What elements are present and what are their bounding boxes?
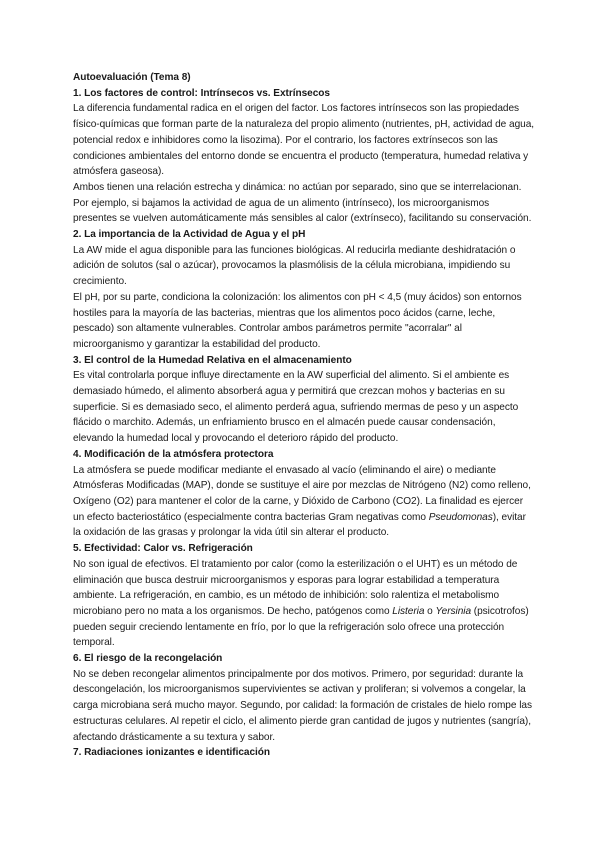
section-heading-4: 4. Modificación de la atmósfera protectora — [73, 448, 274, 460]
section-heading-1: 1. Los factores de control: Intrínsecos vs. Extrínsecos — [73, 87, 330, 99]
section-2-paragraph-1: La AW mide el agua disponible para las funciones biológicas. Al reducirla mediante deshidratación o adición de solutos (sal o azúcar), provocamos la plasmólisis de la célula microbiana, impidiendo su crecimiento. — [73, 244, 516, 288]
document-page — [73, 70, 535, 761]
section-4-text-after: ), evitar la oxidación de las grasas y prolongar la vida útil sin alterar el producto. — [73, 511, 526, 539]
section-2-paragraph-2: El pH, por su parte, condiciona la colonización: los alimentos con pH < 4,5 (muy ácidos) son entornos hostiles para la mayoría de las bacterias, mientras que los alimentos poco ácidos (carne, leche, pescado) son altamente vulnerables. Controlar ambos parámetros permite "acorralar" al microorganismo y garantizar la estabilidad del producto. — [73, 291, 522, 350]
section-6-paragraph-1: No se deben recongelar alimentos principalmente por dos motivos. Primero, por seguridad: durante la descongelación, los microorganismos supervivientes se activan y proliferan; si volvemos a congelar, la carga microbiana será mucho mayor. Segundo, por calidad: la formación de cristales de hielo rompe las estructuras celulares. Al repetir el ciclo, el alimento pierde gran cantidad de jugos y nutrientes (sangría), afectando drásticamente a su textura y sabor. — [73, 668, 532, 743]
document-title: Autoevaluación (Tema 8) — [73, 72, 191, 83]
section-heading-5: 5. Efectividad: Calor vs. Refrigeración — [73, 543, 253, 555]
section-4-italic-term: Pseudomonas — [428, 511, 493, 523]
section-5-italic-term-1: Listeria — [392, 605, 425, 617]
section-5-text-middle: o — [424, 605, 436, 617]
section-1-paragraph-1: La diferencia fundamental radica en el origen del factor. Los factores intrínsecos son las propiedades físico-químicas que forman parte de la naturaleza del propio alimento (nutrientes, pH, actividad de agua, potencial redox e inhibidores como la lisozima). Por el contrario, los factores extrínsecos son las condiciones ambientales del entorno donde se encuentra el producto (temperatura, humedad relativa y atmósfera gaseosa). — [73, 103, 535, 178]
section-heading-3: 3. El control de la Humedad Relativa en el almacenamiento — [73, 354, 352, 366]
section-heading-2: 2. La importancia de la Actividad de Agua y el pH — [73, 229, 306, 241]
section-heading-6: 6. El riesgo de la recongelación — [73, 653, 223, 665]
section-1-paragraph-2: Ambos tienen una relación estrecha y dinámica: no actúan por separado, sino que se interrelacionan. Por ejemplo, si bajamos la actividad de agua de un alimento (intrínseco), los microorganismos presentes se vuelven automáticamente más sensibles al calor (extrínseco), facilitando su conservación. — [73, 181, 532, 225]
section-5-text-before: No son igual de efectivos. El tratamiento por calor (como la esterilización o el UHT) es un método de eliminación que busca destruir microorganismos y esporas para lograr estabilidad a temperatura ambiente. La refrigeración, en cambio, es un método de inhibición: solo ralentiza el metabolismo microbiano pero no mata a los organismos. De hecho, patógenos como — [73, 558, 518, 617]
section-heading-7: 7. Radiaciones ionizantes e identificación — [73, 747, 271, 759]
section-4-text-before: La atmósfera se puede modificar mediante el envasado al vacío (eliminando el aire) o mediante Atmósferas Modificadas (MAP), donde se sustituye el aire por mezclas de Nitrógeno (N2) como relleno, Oxígeno (O2) para mantener el color de la carne, y Dióxido de Carbono (CO2). La finalidad es ejercer un efecto bacteriostático (especialmente contra bacterias Gram negativas como — [73, 464, 531, 523]
section-4-paragraph-1 — [73, 463, 535, 542]
section-5-text-after: (psicotrofos) pueden seguir creciendo lentamente en frío, por lo que la refrigeración solo ofrece una protección temporal. — [73, 605, 529, 649]
section-5-italic-term-2: Yersinia — [435, 605, 472, 617]
section-3-paragraph-1: Es vital controlarla porque influye directamente en la AW superficial del alimento. Si el ambiente es demasiado húmedo, el alimento absorberá agua y permitirá que crezcan mohos y bacterias en su superficie. Si es demasiado seco, el alimento perderá agua, sufriendo mermas de peso y un aspecto flácido o marchito. Además, un enfriamiento brusco en el almacén puede causar condensación, elevando la humedad local y provocando el deterioro rápido del producto. — [73, 370, 519, 445]
section-5-paragraph-1 — [73, 557, 535, 651]
